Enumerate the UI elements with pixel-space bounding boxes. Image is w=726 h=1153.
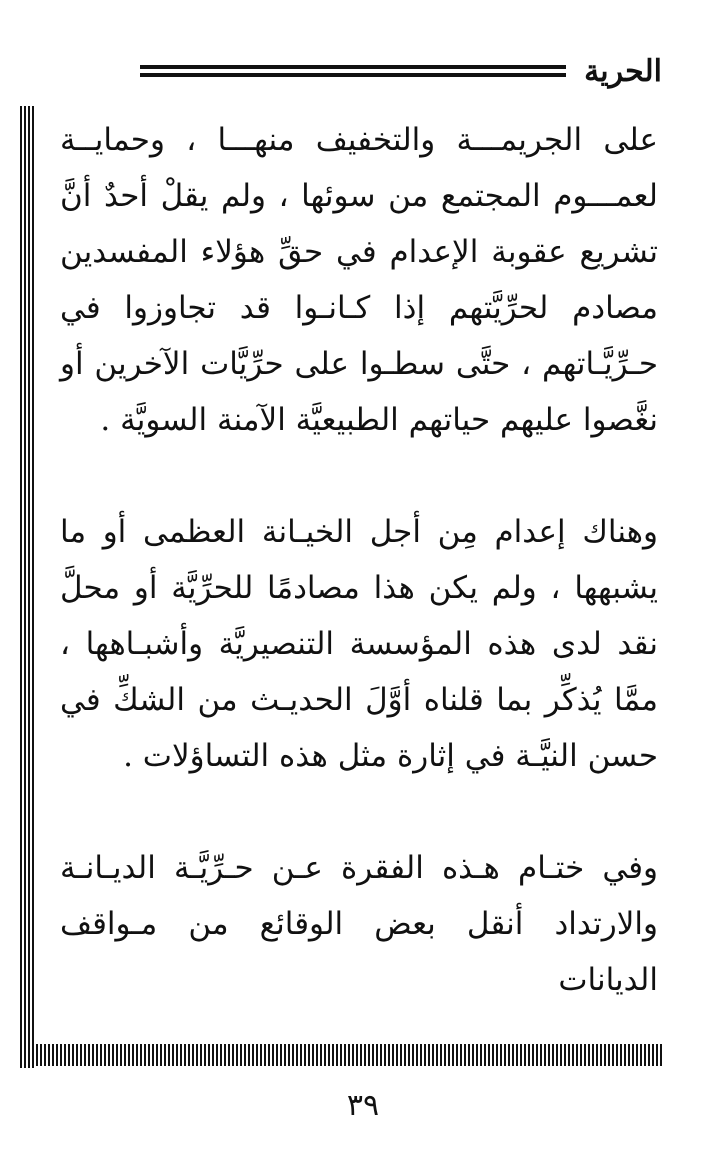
page-number: ٣٩ (346, 1088, 380, 1123)
header-double-rule (140, 65, 566, 77)
paragraph-1: على الجريمـــة والتخفيف منهـــا ، وحمايــة لعمـــوم المجتمع من سوئها ، ولم يقلْ أحدٌ أنَّ تشريع عقوبة الإعدام في حقِّ هؤلاء المفسدين مصادم لحرِّيَّتهم إذا كـانـوا قد تجاوزوا في حـرِّيَّـاتهم ، حتَّى سطـوا على حرِّيَّات الآخرين أو نغَّصوا عليهم حياتهم الطبيعيَّة الآمنة السويَّة . (60, 122, 658, 438)
body-text (60, 112, 658, 1008)
header-title: الحرية (584, 54, 662, 89)
running-header (140, 52, 662, 92)
paragraph-3: وفي ختـام هـذه الفقرة عـن حـرِّيَّـة الديـانـة والارتداد أنقل بعض الوقائع من مـواقف الديانات (60, 850, 658, 998)
bottom-border (20, 1044, 664, 1066)
paragraph-2: وهناك إعدام مِن أجل الخيـانة العظمى أو ما يشبهها ، ولم يكن هذا مصادمًا للحرِّيَّة أو محلَّ نقد لدى هذه المؤسسة التنصيريَّة وأشبـاهها ، ممَّا يُذكِّر بما قلناه أوَّلَ الحديـث من الشكِّ في حسن النيَّـة في إثارة مثل هذه التساؤلات . (60, 514, 658, 774)
right-margin-border (20, 106, 36, 1068)
